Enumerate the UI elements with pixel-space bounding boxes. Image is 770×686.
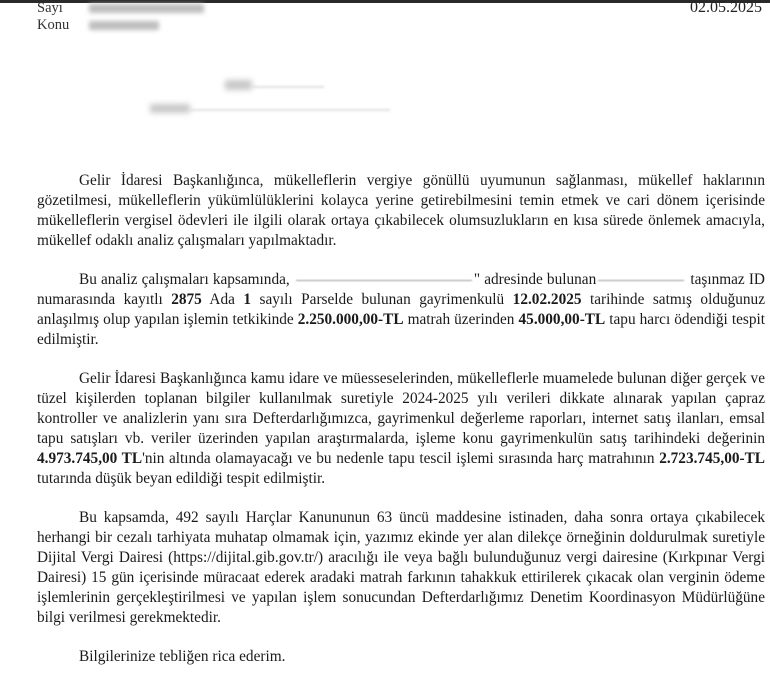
addressee-address-line <box>190 109 390 111</box>
ada-number: 2875 <box>171 291 202 308</box>
paid-fee: 45.000,00-TL <box>518 311 606 328</box>
p2-text-2: " adresinde bulunan <box>473 271 597 288</box>
paragraph-2 <box>37 270 765 350</box>
p2-text-6: tarihinde satmış olduğunuz anlaşılmış olup yapılan işlemin tetkikinde <box>37 291 765 328</box>
konu-row <box>37 17 204 34</box>
parsel-number: 1 <box>243 291 252 308</box>
p3-text-2: 'nin altında olamayacağı ve bu nedenle tapu tescil işlemi sırasında harç matrahının <box>142 450 660 467</box>
addressee-name-line <box>252 86 324 88</box>
underdeclared-amount: 2.723.745,00-TL <box>659 450 765 467</box>
konu-redacted <box>89 21 159 30</box>
address-redacted <box>296 280 472 281</box>
paragraph-4: Bu kapsamda, 492 sayılı Harçlar Kanununun 63 üncü maddesine istinaden, daha sonra ortaya çıkabilecek herhangi bir cezalı tarhiyata muhatap olmamak için, yazımız ekinde yer alan dilekçe örneğinin doldurulmak suretiyle Dijital Vergi Dairesi (https://dijital.gib.gov.tr/) aracılığı ile veya bağlı bulunduğunuz vergi dairesine (Kırkpınar Vergi Dairesi) 15 gün içerisinde müracaat ederek aradaki matrah farkının tahakkuk ettirilerek çıkacak olan verginin ödeme işlemlerinin gerçekleştirilmesi ve yapılan işlem sonucundan Defterdarlığımız Denetim Koordinasyon Müdürlüğüne bilgi verilmesi gerekmektedir. <box>37 509 765 626</box>
p2-text-4: Ada <box>201 291 244 308</box>
sale-date: 12.02.2025 <box>512 291 582 308</box>
addressee-block-redacted <box>150 78 400 118</box>
closing-line: Bilgilerinize tebliğen rica ederim. <box>79 648 286 665</box>
sayi-row <box>37 0 204 17</box>
addressee-name-redacted <box>225 80 252 90</box>
sayi-label: Sayı <box>37 0 63 16</box>
p2-text-5: sayılı Parselde bulunan gayrimenkulü <box>251 291 513 308</box>
paragraph-1: Gelir İdaresi Başkanlığınca, mükelleflerin vergiye gönüllü uyumunun sağlanması, mükellef haklarının gözetilmesi, mükelleflerin yükümlülüklerini kolayca yerine getirebilmesini temin etmek ve cari dönem içerisinde mükelleflerin vergisel ödevleri ile ilgili olarak ortaya çıkabilecek olumsuzlukların en kısa sürede önlemek amacıyla, mükellef odaklı analiz çalışmaları yapılmaktadır. <box>37 172 765 249</box>
p3-text-3: tutarında düşük beyan edildiği tespit edilmiştir. <box>37 470 326 487</box>
sayi-redacted <box>89 4 204 13</box>
p2-text-8: tapu harcı ödendiği tespit edilmiştir. <box>37 311 766 348</box>
konu-label: Konu <box>37 17 70 33</box>
p2-text-3: taşınmaz ID numarasında kayıtlı <box>37 271 765 308</box>
p2-text-1: Bu analiz çalışmaları kapsamında, <box>79 271 290 288</box>
addressee-address-redacted <box>150 104 190 113</box>
document-date: 02.05.2025 <box>690 0 762 16</box>
assessed-value: 4.973.745,00 TL <box>37 450 143 467</box>
paragraph-3 <box>37 369 765 489</box>
id-redacted <box>598 280 684 281</box>
p3-text-1: Gelir İdaresi Başkanlığınca kamu idare ve müesseselerinden, mükelleflerle muamelede bulunan diğer gerçek ve tüzel kişilerden toplanan bilgiler kullanılmak suretiyle 2024-2025 yılı verileri dikkate alınarak yapılan çapraz kontroller ve analizlerin yanı sıra Defterdarlığımızca, gayrimenkul değerleme raporları, internet satış ilanları, emsal tapu satışları vb. veriler üzerinden yapılan araştırmalarda, işleme konu gayrimenkulün satış tarihindeki değerinin <box>37 370 765 447</box>
declared-matrah: 2.250.000,00-TL <box>297 311 404 328</box>
letter-body <box>37 171 765 686</box>
p2-text-7: matrah üzerinden <box>403 311 519 328</box>
document-meta <box>37 0 204 34</box>
